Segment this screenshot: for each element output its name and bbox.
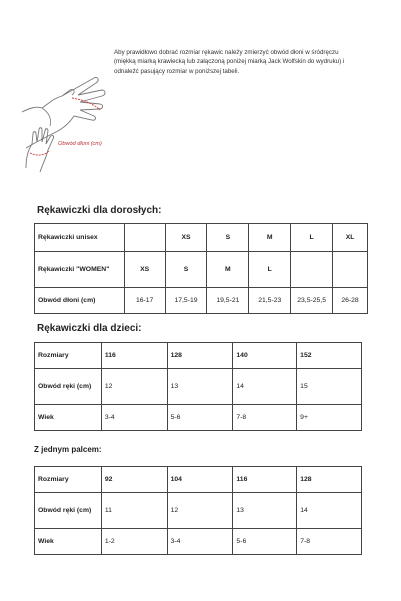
table-cell: 12 xyxy=(101,369,167,405)
table-row xyxy=(35,224,368,252)
table-cell: 92 xyxy=(101,467,167,493)
adults-table xyxy=(34,223,368,314)
table-cell: 116 xyxy=(101,343,167,369)
table-row xyxy=(35,343,362,369)
table-cell: 7-8 xyxy=(233,405,297,431)
table-cell: 7-8 xyxy=(297,529,362,555)
row-label: Rękawiczki "WOMEN" xyxy=(35,252,125,288)
row-label: Obwód ręki (cm) xyxy=(35,493,102,529)
table-cell: 3-4 xyxy=(101,405,167,431)
row-label: Obwód ręki (cm) xyxy=(35,369,102,405)
table-cell: XL xyxy=(333,224,368,252)
row-label: Rozmiary xyxy=(35,467,102,493)
table-cell: 152 xyxy=(297,343,362,369)
table-cell xyxy=(333,252,368,288)
onefinger-table xyxy=(34,466,362,555)
kids-table xyxy=(34,342,362,431)
onefinger-title: Z jednym palcem: xyxy=(34,445,102,454)
row-label: Wiek xyxy=(35,405,102,431)
table-row xyxy=(35,288,368,314)
table-cell: 12 xyxy=(167,493,233,529)
table-cell: 23,5-25,5 xyxy=(291,288,333,314)
table-cell xyxy=(291,252,333,288)
table-cell: L xyxy=(291,224,333,252)
intro-text xyxy=(114,48,396,76)
table-cell: S xyxy=(207,224,249,252)
table-cell: M xyxy=(249,224,291,252)
table-cell: 1-2 xyxy=(101,529,167,555)
table-cell: 17,5-19 xyxy=(165,288,207,314)
table-cell: 15 xyxy=(297,369,362,405)
hand-measurement-icon xyxy=(12,38,112,188)
table-cell xyxy=(124,224,165,252)
table-row xyxy=(35,529,362,555)
intro-line: odnaleźć pasujący rozmiar w poniższej tabeli. xyxy=(114,67,240,75)
adults-title: Rękawiczki dla dorosłych: xyxy=(37,205,162,216)
table-cell: 5-6 xyxy=(233,529,297,555)
table-cell: 13 xyxy=(167,369,233,405)
table-cell: M xyxy=(207,252,249,288)
table-cell: 128 xyxy=(297,467,362,493)
table-row xyxy=(35,252,368,288)
intro-line: Aby prawidłowo dobrać rozmiar rękawic należy zmierzyć obwód dłoni w śródręczu xyxy=(114,49,339,56)
table-cell: S xyxy=(165,252,207,288)
table-row xyxy=(35,493,362,529)
row-label: Wiek xyxy=(35,529,102,555)
table-cell: 16-17 xyxy=(124,288,165,314)
table-cell: 104 xyxy=(167,467,233,493)
table-cell: 3-4 xyxy=(167,529,233,555)
table-cell: 5-6 xyxy=(167,405,233,431)
table-row xyxy=(35,405,362,431)
table-cell: 13 xyxy=(233,493,297,529)
table-cell: 128 xyxy=(167,343,233,369)
table-row xyxy=(35,467,362,493)
figure-caption: Obwód dłoni (cm) xyxy=(58,141,102,147)
table-cell: 11 xyxy=(101,493,167,529)
row-label: Rozmiary xyxy=(35,343,102,369)
table-cell: 14 xyxy=(297,493,362,529)
table-cell: 14 xyxy=(233,369,297,405)
kids-title: Rękawiczki dla dzieci: xyxy=(37,323,142,334)
row-label: Obwód dłoni (cm) xyxy=(35,288,125,314)
intro-line: (miękką miarką krawiecką lub załączoną poniżej miarką Jack Wolfskin do wydruku) i xyxy=(114,58,345,66)
table-row xyxy=(35,369,362,405)
table-cell: XS xyxy=(165,224,207,252)
table-cell: 9+ xyxy=(297,405,362,431)
row-label: Rękawiczki unisex xyxy=(35,224,125,252)
table-cell: 26-28 xyxy=(333,288,368,314)
table-cell: L xyxy=(249,252,291,288)
table-cell: 19,5-21 xyxy=(207,288,249,314)
table-cell: 116 xyxy=(233,467,297,493)
table-cell: XS xyxy=(124,252,165,288)
table-cell: 140 xyxy=(233,343,297,369)
table-cell: 21,5-23 xyxy=(249,288,291,314)
